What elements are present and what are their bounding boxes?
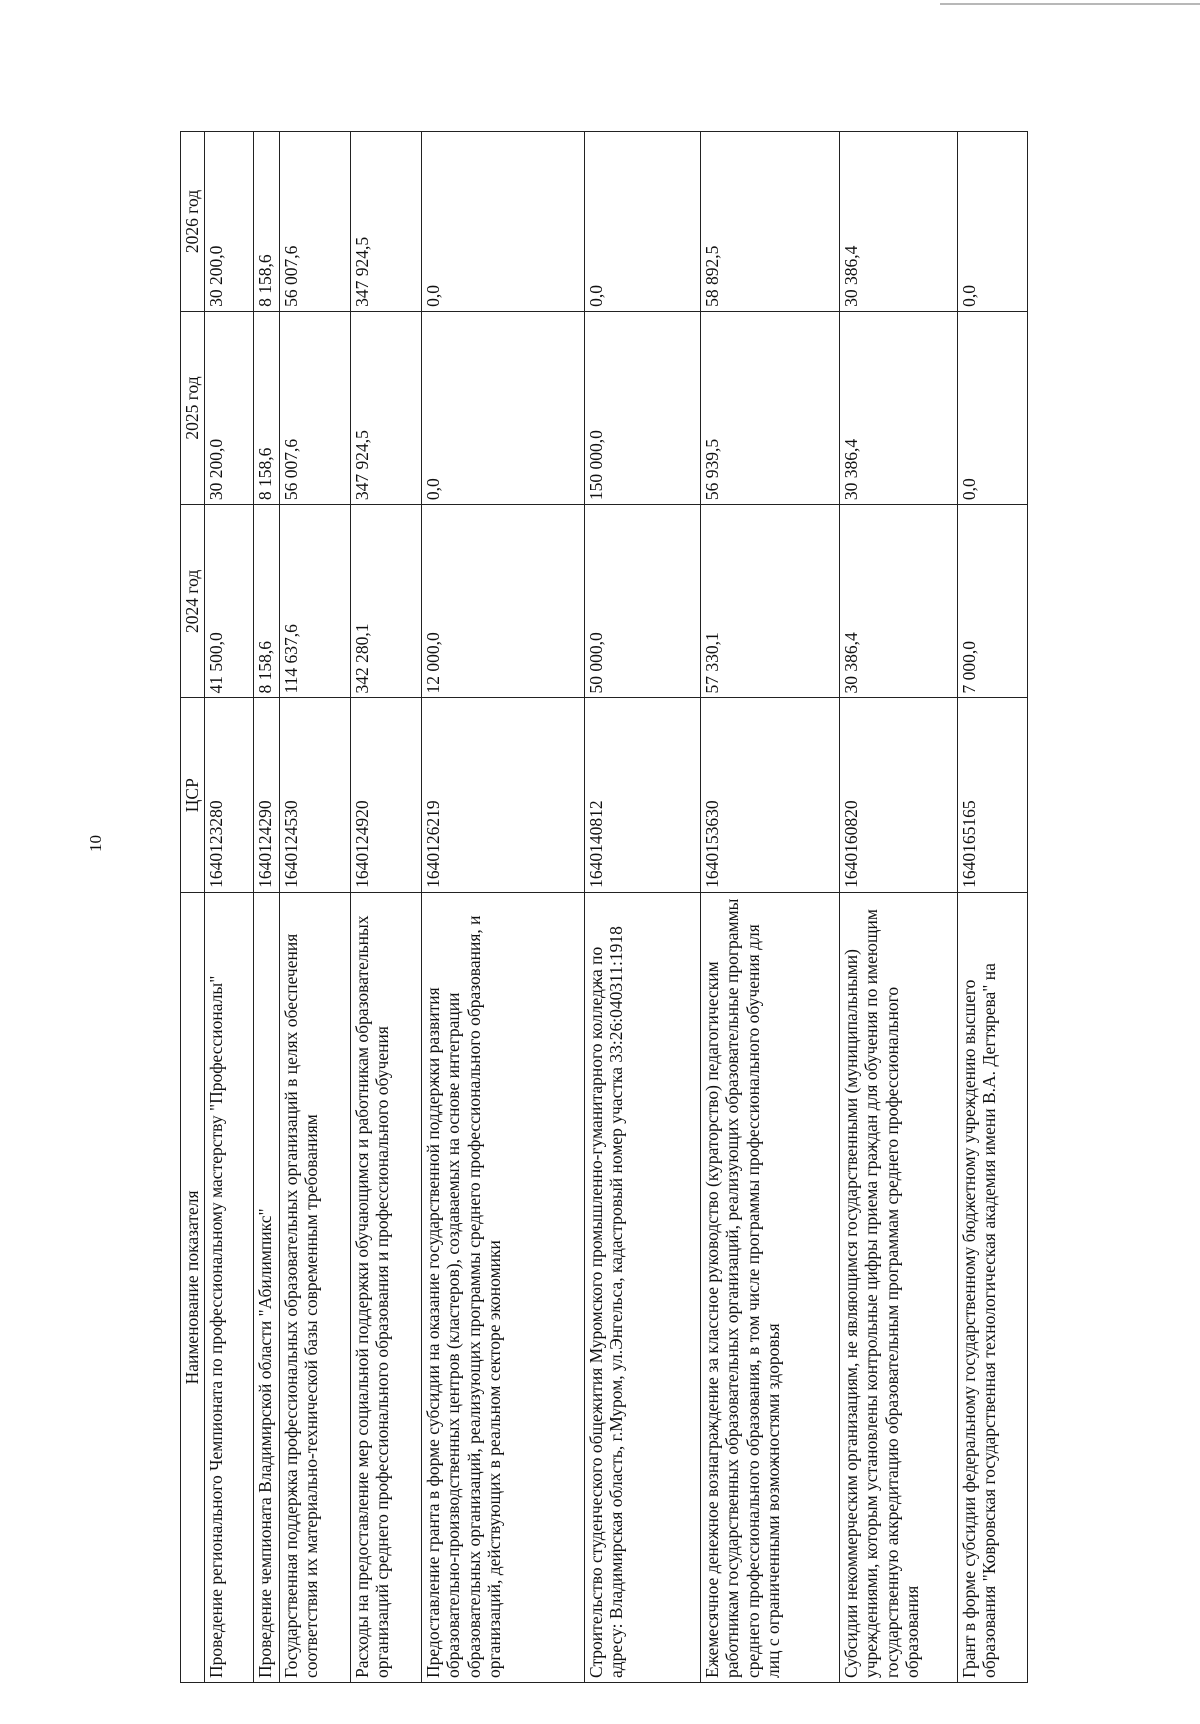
cell-2024: 7 000,0 [957,505,1027,698]
cell-2025: 150 000,0 [584,311,700,504]
table-row [584,132,700,1683]
cell-2025: 30 386,4 [839,311,957,504]
cell-name: Государственная поддержка профессиональных образовательных организаций в целях обеспечения соответствия их материально-технической базы современным требованиям [279,892,350,1682]
budget-table [180,131,1028,1683]
table-row [839,132,957,1683]
cell-csr: 1640165165 [957,698,1027,892]
cell-2024: 41 500,0 [204,505,253,698]
cell-2024: 12 000,0 [421,505,584,698]
table-row [350,132,421,1683]
cell-name: Грант в форме субсидии федеральному государственному бюджетному учреждению высшего образования "Ковровская государственная технологическая академия имени В.А. Дегтярева" на [957,892,1027,1682]
table-header-row [181,132,205,1683]
cell-name: Проведение регионального Чемпионата по профессиональному мастерству "Профессионалы" [204,892,253,1682]
table-row [253,132,279,1683]
scan-edge-line [940,3,1200,5]
page-number: 10 [86,835,105,852]
cell-name: Проведение чемпионата Владимирской области "Абилимпикс" [253,892,279,1682]
cell-2026: 56 007,6 [279,132,350,312]
cell-2024: 50 000,0 [584,505,700,698]
cell-csr: 1640124920 [350,698,421,892]
cell-2025: 0,0 [957,311,1027,504]
cell-2024: 57 330,1 [700,505,839,698]
cell-2026: 8 158,6 [253,132,279,312]
header-2025: 2025 год [181,311,205,504]
cell-name: Ежемесячное денежное вознаграждение за классное руководство (кураторство) педагогическим работникам государственных образовательных организаций, реализующих образовательные программы среднего профессионального образования, в том числе программы профессионального обучения для лиц с ограниченными возможностями здоровья [700,892,839,1682]
header-2024: 2024 год [181,505,205,698]
cell-2024: 30 386,4 [839,505,957,698]
cell-csr: 1640123280 [204,698,253,892]
cell-2024: 114 637,6 [279,505,350,698]
cell-csr: 1640124290 [253,698,279,892]
cell-csr: 1640153630 [700,698,839,892]
cell-2026: 30 386,4 [839,132,957,312]
cell-csr: 1640124530 [279,698,350,892]
cell-2026: 58 892,5 [700,132,839,312]
cell-name: Субсидии некоммерческим организациям, не являющимся государственными (муниципальными) учреждениями, которым установлены контрольные цифры приема граждан для обучения по имеющим государственную аккредитацию образовательным программам среднего профессионального образования [839,892,957,1682]
cell-name: Расходы на предоставление мер социальной поддержки обучающимся и работникам образовательных организаций среднего профессионального образования и профессионального обучения [350,892,421,1682]
table-row [700,132,839,1683]
cell-csr: 1640160820 [839,698,957,892]
cell-2025: 8 158,6 [253,311,279,504]
cell-2024: 342 280,1 [350,505,421,698]
rotated-page-content [180,131,1016,1683]
header-indicator-name: Наименование показателя [181,892,205,1682]
cell-2025: 56 007,6 [279,311,350,504]
cell-csr: 1640126219 [421,698,584,892]
cell-2024: 8 158,6 [253,505,279,698]
cell-2026: 0,0 [584,132,700,312]
cell-2025: 347 924,5 [350,311,421,504]
table-row [421,132,584,1683]
cell-2026: 0,0 [957,132,1027,312]
cell-2026: 0,0 [421,132,584,312]
cell-2025: 0,0 [421,311,584,504]
header-csr: ЦСР [181,698,205,892]
table-row [204,132,253,1683]
cell-2025: 30 200,0 [204,311,253,504]
cell-name: Строительство студенческого общежития Муромского промышленно-гуманитарного колледжа по адресу: Владимирская область, г.Муром, ул.Энгельса, кадастровый номер участка 33:26:040311:1918 [584,892,700,1682]
cell-name: Предоставление гранта в форме субсидии на оказание государственной поддержки развития образовательно-производственных центров (кластеров), создаваемых на основе интеграции образовательных организаций, реализующих программы среднего профессионального образования, и организаций, действующих в реальном секторе экономики [421,892,584,1682]
table-row [279,132,350,1683]
cell-2025: 56 939,5 [700,311,839,504]
cell-2026: 30 200,0 [204,132,253,312]
cell-csr: 1640140812 [584,698,700,892]
header-2026: 2026 год [181,132,205,312]
cell-2026: 347 924,5 [350,132,421,312]
table-row [957,132,1027,1683]
